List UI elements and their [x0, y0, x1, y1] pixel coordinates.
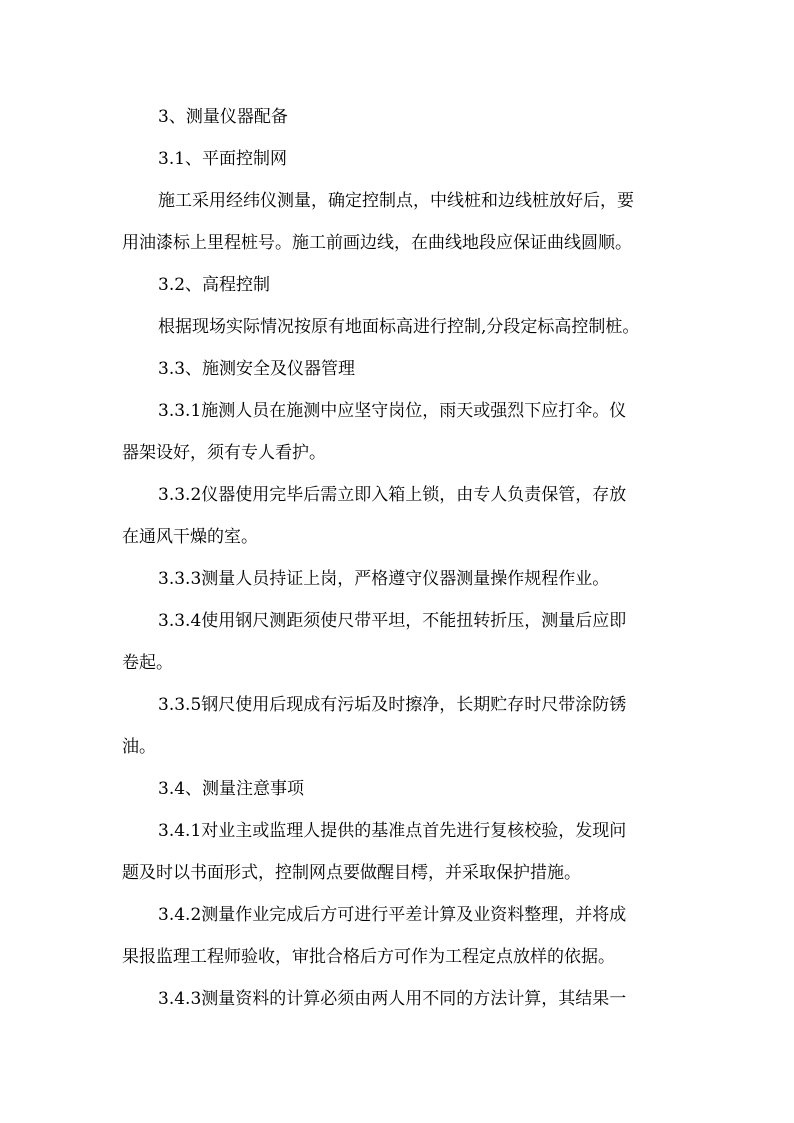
- paragraph-line: 根据现场实际情况按原有地面标高进行控制,分段定标高控制桩。: [158, 317, 640, 337]
- paragraph-line: 在通风干燥的室。: [122, 527, 258, 547]
- subsection-heading: 3.2、高程控制: [158, 275, 271, 295]
- paragraph-line: 果报监理工程师验收，审批合格后方可作为工程定点放样的依据。: [122, 947, 615, 967]
- paragraph-line: 3.4.3测量资料的计算必须由两人用不同的方法计算，其结果一: [158, 989, 627, 1009]
- paragraph-line: 3.3.1施测人员在施测中应坚守岗位，雨天或强烈下应打伞。仪: [158, 401, 627, 421]
- paragraph-line: 3.3.5钢尺使用后现成有污垢及时擦净，长期贮存时尺带涂防锈: [158, 695, 627, 715]
- paragraph-line: 3.3.3测量人员持证上岗，严格遵守仪器测量操作规程作业。: [158, 569, 610, 589]
- paragraph-line: 3.4.1对业主或监理人提供的基准点首先进行复核校验，发现问: [158, 821, 627, 841]
- paragraph-line: 题及时以书面形式，控制网点要做醒目樗，并采取保护措施。: [122, 863, 581, 883]
- paragraph-line: 用油漆标上里程桩号。施工前画边线，在曲线地段应保证曲线圆顺。: [122, 233, 632, 253]
- paragraph-line: 油。: [122, 737, 156, 757]
- paragraph-line: 3.4.2测量作业完成后方可进行平差计算及业资料整理，并将成: [158, 905, 627, 925]
- paragraph-line: 器架设好，须有专人看护。: [122, 443, 326, 463]
- paragraph-line: 卷起。: [122, 653, 173, 673]
- section-heading: 3、测量仪器配备: [158, 107, 288, 127]
- paragraph-line: 3.3.4使用钢尺测距须使尺带平坦，不能扭转折压，测量后应即: [158, 611, 627, 631]
- paragraph-line: 3.3.2仪器使用完毕后需立即入箱上锁，由专人负责保管，存放: [158, 485, 627, 505]
- paragraph-line: 施工采用经纬仪测量，确定控制点，中线桩和边线桩放好后，要: [158, 191, 634, 211]
- subsection-heading: 3.3、施测安全及仪器管理: [158, 359, 356, 379]
- subsection-heading: 3.1、平面控制网: [158, 149, 288, 169]
- subsection-heading: 3.4、测量注意事项: [158, 779, 305, 799]
